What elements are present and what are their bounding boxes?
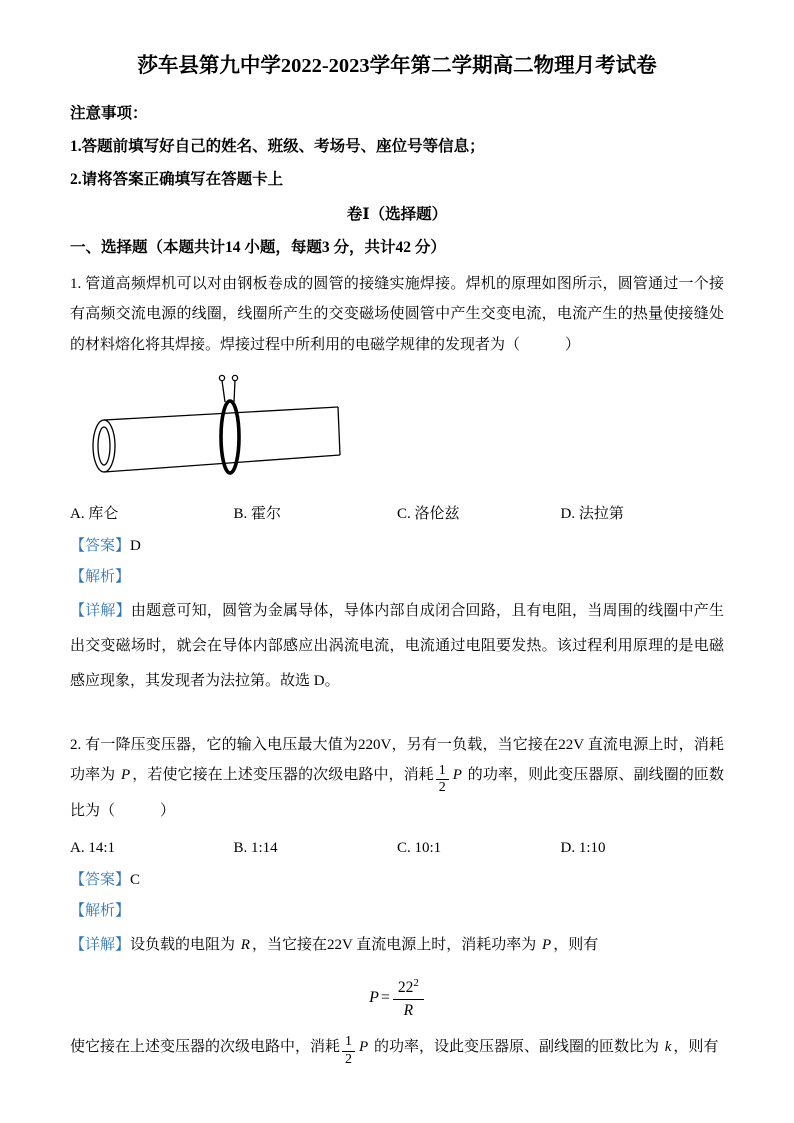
q2-answer-row <box>70 865 724 897</box>
one-half-fraction <box>342 1035 355 1067</box>
q2-var-P3: P <box>542 936 552 953</box>
formula-fraction <box>393 977 424 1020</box>
q1-option-b: B. 霍尔 <box>233 505 282 522</box>
question-1 <box>70 269 724 700</box>
lead-right <box>234 380 235 401</box>
q1-option-a: A. 库仑 <box>70 505 119 522</box>
fraction-numerator: 1 <box>436 764 449 781</box>
q2-detail2-text-2: 的功率，设此变压器原、副线圈的匝数比为 <box>370 1038 663 1055</box>
q2-detail2-text-1: 使它接在上述变压器的次级电路中，消耗 <box>70 1038 341 1055</box>
q2-option-c: C. 10:1 <box>397 839 442 856</box>
formula-num-base: 22 <box>397 979 414 997</box>
q2-var-k: k <box>664 1038 672 1055</box>
q2-option-b: B. 1:14 <box>233 839 278 856</box>
q2-formula <box>70 977 724 1020</box>
q1-detail-text: 由题意可知，圆管为金属导体，导体内部自成闭合回路，且有电阻，当周围的线圈中产生出交变磁场时，就会在导体内部感应出涡流电流，电流通过电阻要发热。该过程利用原理的是电磁感应现象，其发现者为法拉第。故选 D。 <box>70 602 724 690</box>
formula-equals: = <box>380 989 390 1007</box>
fraction-numerator: 1 <box>342 1035 355 1052</box>
q1-figure <box>82 371 724 493</box>
notice-heading: 注意事项： <box>70 104 148 122</box>
page-title: 莎车县第九中学2022-2023学年第二学期高二物理月考试卷 <box>137 55 657 77</box>
q1-option-c: C. 洛伦兹 <box>397 505 460 522</box>
notice-item-1: 1.答题前填写好自己的姓名、班级、考场号、座位号等信息； <box>70 138 485 155</box>
q2-stem <box>70 730 724 827</box>
terminal-left-icon <box>219 375 224 380</box>
formula-num-exponent: 2 <box>413 976 419 989</box>
answer-label: 【答案】 <box>70 871 131 888</box>
formula-lhs: P <box>369 989 379 1007</box>
answer-label: 【答案】 <box>70 537 131 554</box>
q1-stem: 1. 管道高频焊机可以对由钢板卷成的圆管的接缝实施焊接。焊机的原理如图所示，圆管通过一个接有高频交流电源的线圈，线圈所产生的交变磁场使圆管中产生交变电流，电流产生的热量使接缝处的材料熔化将其焊接。焊接过程中所利用的电磁学规律的发现者为（ ） <box>70 275 724 354</box>
coil <box>221 401 239 473</box>
detail-label: 【详解】 <box>70 936 131 953</box>
q2-detail2-text-3: ，则有 <box>673 1038 719 1055</box>
q2-detail-line-1 <box>70 928 724 963</box>
q2-var-P4: P <box>359 1038 369 1055</box>
q1-answer-value: D <box>130 537 141 554</box>
q2-stem-text-3: 的功率，则此变压器原、副线圈的匝数比为（ ） <box>70 767 724 819</box>
q2-detail-text-1: 设负载的电阻为 <box>130 936 239 953</box>
q2-stem-text-2: ，若使它接在上述变压器的次级电路中，消耗 <box>132 767 434 784</box>
analysis-label: 【解析】 <box>70 569 131 586</box>
pipe-coil-figure <box>82 371 352 493</box>
q1-options <box>70 499 724 529</box>
terminal-right-icon <box>232 375 237 380</box>
formula-numerator <box>393 977 424 1000</box>
q2-var-P2: P <box>452 767 462 784</box>
q1-analysis-row <box>70 562 724 594</box>
pipe-right-end <box>338 407 340 455</box>
pipe-left-end-inner <box>98 427 110 465</box>
pipe-left-end-outer <box>93 420 115 472</box>
notice-item-2: 2.请将答案正确填写在答题卡上 <box>70 171 284 189</box>
q2-detail-text-3: ，则有 <box>553 936 599 953</box>
q1-answer-row <box>70 531 724 563</box>
q2-detail-line-2 <box>70 1030 724 1068</box>
q2-var-P1: P <box>121 767 131 784</box>
q1-option-d: D. 法拉第 <box>560 505 624 522</box>
q2-option-d: D. 1:10 <box>560 839 606 856</box>
notice-block <box>70 97 724 197</box>
q2-var-R: R <box>240 936 250 953</box>
lead-left <box>222 380 225 401</box>
fraction-denominator: 2 <box>438 780 446 796</box>
formula-denominator: R <box>403 1001 414 1019</box>
section-title: 一、选择题（本题共计14 小题，每题3 分，共计42 分） <box>70 238 446 256</box>
q2-answer-value: C <box>130 871 141 888</box>
q2-stem-text-1: 2. 有一降压变压器，它的输入电压最大值为220V，另有一负载，当它接在22V 直流电源上时，消耗功率为 <box>70 736 724 784</box>
q1-detail <box>70 594 724 700</box>
detail-label: 【详解】 <box>70 602 131 619</box>
question-2 <box>70 730 724 1068</box>
q2-option-a: A. 14:1 <box>70 839 115 856</box>
volume-title: 卷Ⅰ（选择题） <box>346 205 448 223</box>
q2-analysis-row <box>70 896 724 928</box>
q2-options <box>70 833 724 863</box>
fraction-denominator: 2 <box>345 1051 353 1067</box>
q2-detail-text-2: ，当它接在22V 直流电源上时，消耗功率为 <box>251 936 541 953</box>
one-half-fraction <box>436 764 449 796</box>
analysis-label: 【解析】 <box>70 903 131 920</box>
